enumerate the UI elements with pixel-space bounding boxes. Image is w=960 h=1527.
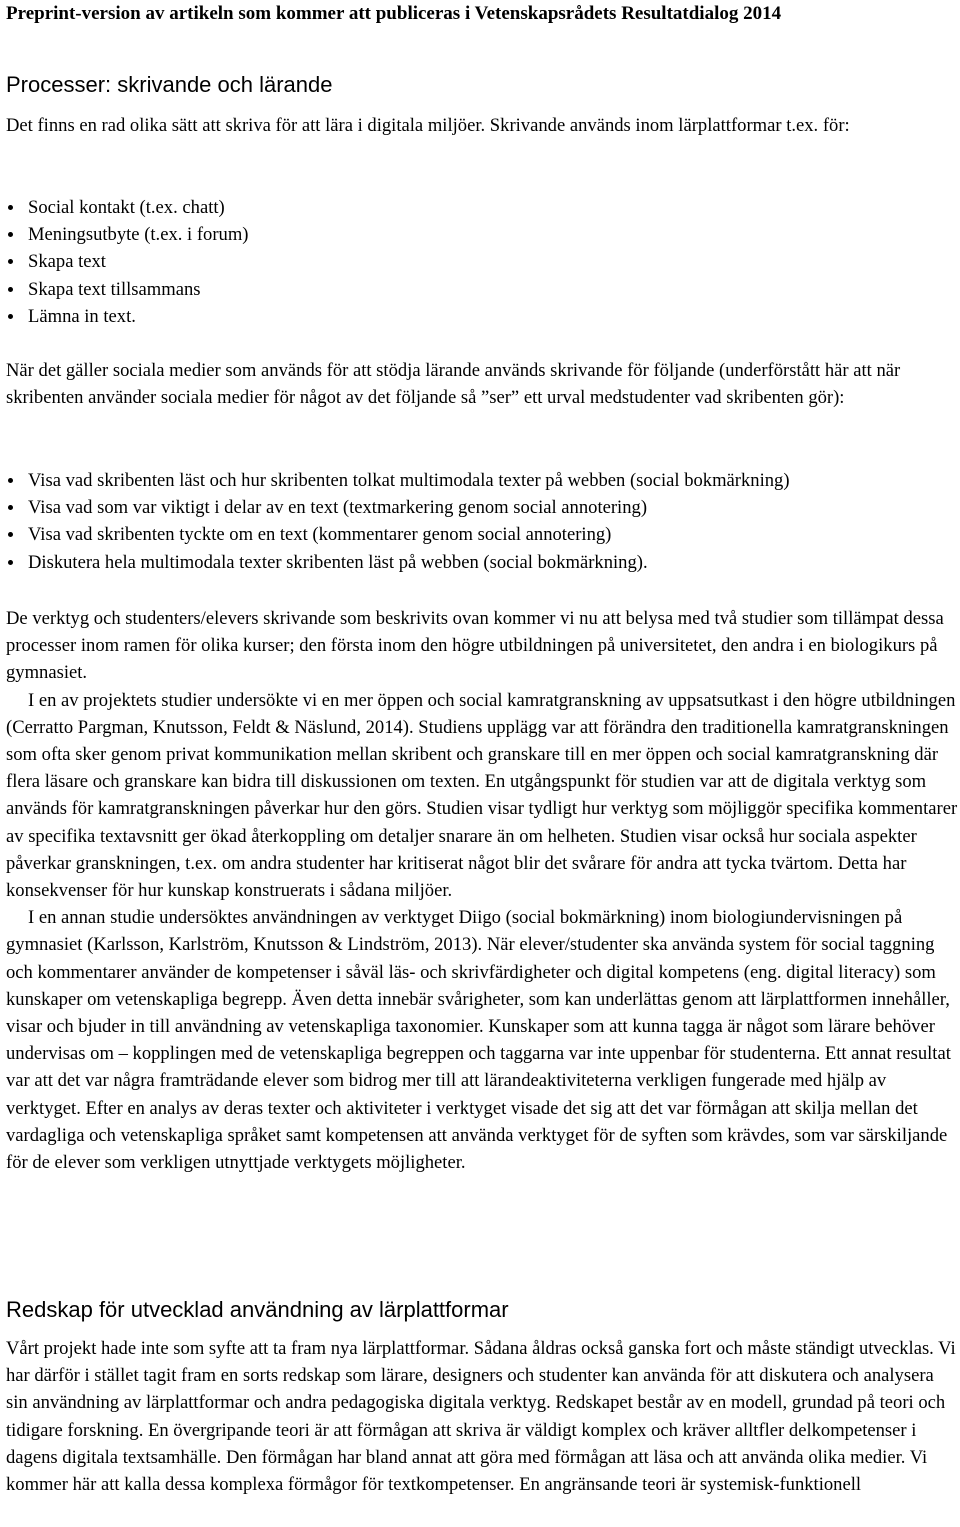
social-media-text: När det gäller sociala medier som används för att stödja lärande används skrivande för följande (underförstått här att när skribenten använder sociala medier för något av det följande så ”ser” ett urval medstudenter vad skribenten gör): — [6, 360, 901, 409]
bullet-icon — [8, 478, 13, 483]
list-item: Diskutera hela multimodala texter skribenten läst på webben (social bokmärkning). — [6, 549, 790, 576]
peer-review-study-text: I en av projektets studier undersökte vi en mer öppen och social kamratgranskning av uppsatsutkast i den högre utbildningen (Cerratto Pargman, Knutsson, Feldt & Näslund, 2014). Studiens upplägg var att förändra den traditionella kamratgranskningen som ofta sker genom privat kommunikation mellan skribent och granskare till en mer öppen och social kamratgranskning där flera läsare och granskare kan bidra till diskussionen om texten. En utgångspunkt för studien var att de digitala verktyg som används för kamratgranskningen påverkar hur den görs. Studien visar tydligt hur verktyg som möjliggör specifika kommentarer av specifika textavsnitt ger ökad återkoppling om detaljer snarare än om helheten. Studien visar också hur sociala aspekter påverkar granskningen, t.ex. om andra studenter har kritiserat något blir det svårare för andra att tycka tvärtom. Detta har konsekvenser för hur kunskap konstruerats i sådana miljöer. — [6, 689, 958, 902]
section-heading-tools: Redskap för utvecklad användning av lärplattformar — [6, 1297, 509, 1322]
list-item: Visa vad skribenten tyckte om en text (kommentarer genom social annotering) — [6, 521, 790, 548]
tools-paragraph — [6, 1335, 958, 1498]
list-item: Visa vad skribenten läst och hur skribenten tolkat multimodala texter på webben (social bokmärkning) — [6, 467, 790, 494]
bullet-icon — [8, 560, 13, 565]
bullet-icon — [8, 259, 13, 264]
diigo-study-text: I en annan studie undersöktes användningen av verktyget Diigo (social bokmärkning) inom biologiundervisningen på gymnasiet (Karlsson, Karlström, Knutsson & Lindström, 2013). När elever/studenter ska använda system för social taggning och kommentarer använder de kompetenser i såväl läs- och skrivfärdigheter och digital kompetens (eng. digital literacy) som kunskaper om vetenskapliga begrepp. Även detta innebär svårigheter, som kan underlättas genom att lärplattformen innehåller, visar och bjuder in till användning av vetenskapliga taxonomier. Kunskaper som att kunna tagga är något som lärare behöver undervisas om – kopplingen med de vetenskapliga begreppen och taggarna var inte uppenbar för studenterna. Ett annat resultat var att det var några framträdande elever som bidrog mer till att lärandeaktiviteterna verkligen fungerade med hjälp av verktyget. Efter en analys av deras texter och aktiviteter i verktyget visade det sig att det var förmågan att skilja mellan det vardagliga och vetenskapliga språket samt kompetensen att använda verktyget för de syften som krävdes, som var särskiljande för de elever som verkligen utnyttjade verktygets möjligheter. — [6, 907, 951, 1174]
preprint-header: Preprint-version av artikeln som kommer att publiceras i Vetenskapsrådets Resultatdialog 2014 — [6, 3, 782, 24]
bullet-icon — [8, 532, 13, 537]
list-item: Social kontakt (t.ex. chatt) — [6, 194, 249, 221]
intro-text: Det finns en rad olika sätt att skriva för att lära i digitala miljöer. Skrivande används inom lärplattformar t.ex. för: — [6, 115, 850, 136]
section-heading-processes: Processer: skrivande och lärande — [6, 72, 333, 97]
list-item: Meningsutbyte (t.ex. i forum) — [6, 221, 249, 248]
intro-paragraph — [6, 112, 958, 139]
bullet-icon — [8, 505, 13, 510]
list-item: Skapa text tillsammans — [6, 276, 249, 303]
tools-text: Vårt projekt hade inte som syfte att ta fram nya lärplattformar. Sådana åldras också ganska fort och måste ständigt utvecklas. Vi har därför i stället tagit fram en sorts redskap som lärare, designers och studenter kan använda för att diskutera och analysera sin användning av lärplattformar och andra pedagogiska digitala verktyg. Redskapet består av en modell, grundad på teori och tidigare forskning. En övergripande teori är att förmågan att skriva är väldigt komplex och kräver alltfler delkompetenser i dagens digitala textsamhälle. Den förmågan har bland annat att göra med förmågan att läsa och att använda olika medier. Vi kommer här att kalla dessa komplexa förmågor för textkompetenser. En angränsande teori är systemisk-funktionell — [6, 1338, 956, 1496]
social-media-paragraph — [6, 357, 958, 411]
list-item: Skapa text — [6, 248, 249, 275]
bullet-icon — [8, 205, 13, 210]
list-item: Visa vad som var viktigt i delar av en text (textmarkering genom social annotering) — [6, 494, 790, 521]
bullet-list-social-media — [6, 467, 790, 576]
studies-body — [6, 605, 958, 1176]
bullet-list-lms-writing — [6, 194, 249, 330]
bullet-icon — [8, 314, 13, 319]
bullet-icon — [8, 287, 13, 292]
bullet-icon — [8, 232, 13, 237]
studies-intro-text: De verktyg och studenters/elevers skrivande som beskrivits ovan kommer vi nu att belysa med två studier som tillämpat dessa processer inom ramen för olika kurser; den första inom den högre utbildningen på universitetet, den andra i en biologikurs på gymnasiet. — [6, 608, 944, 684]
list-item: Lämna in text. — [6, 303, 249, 330]
